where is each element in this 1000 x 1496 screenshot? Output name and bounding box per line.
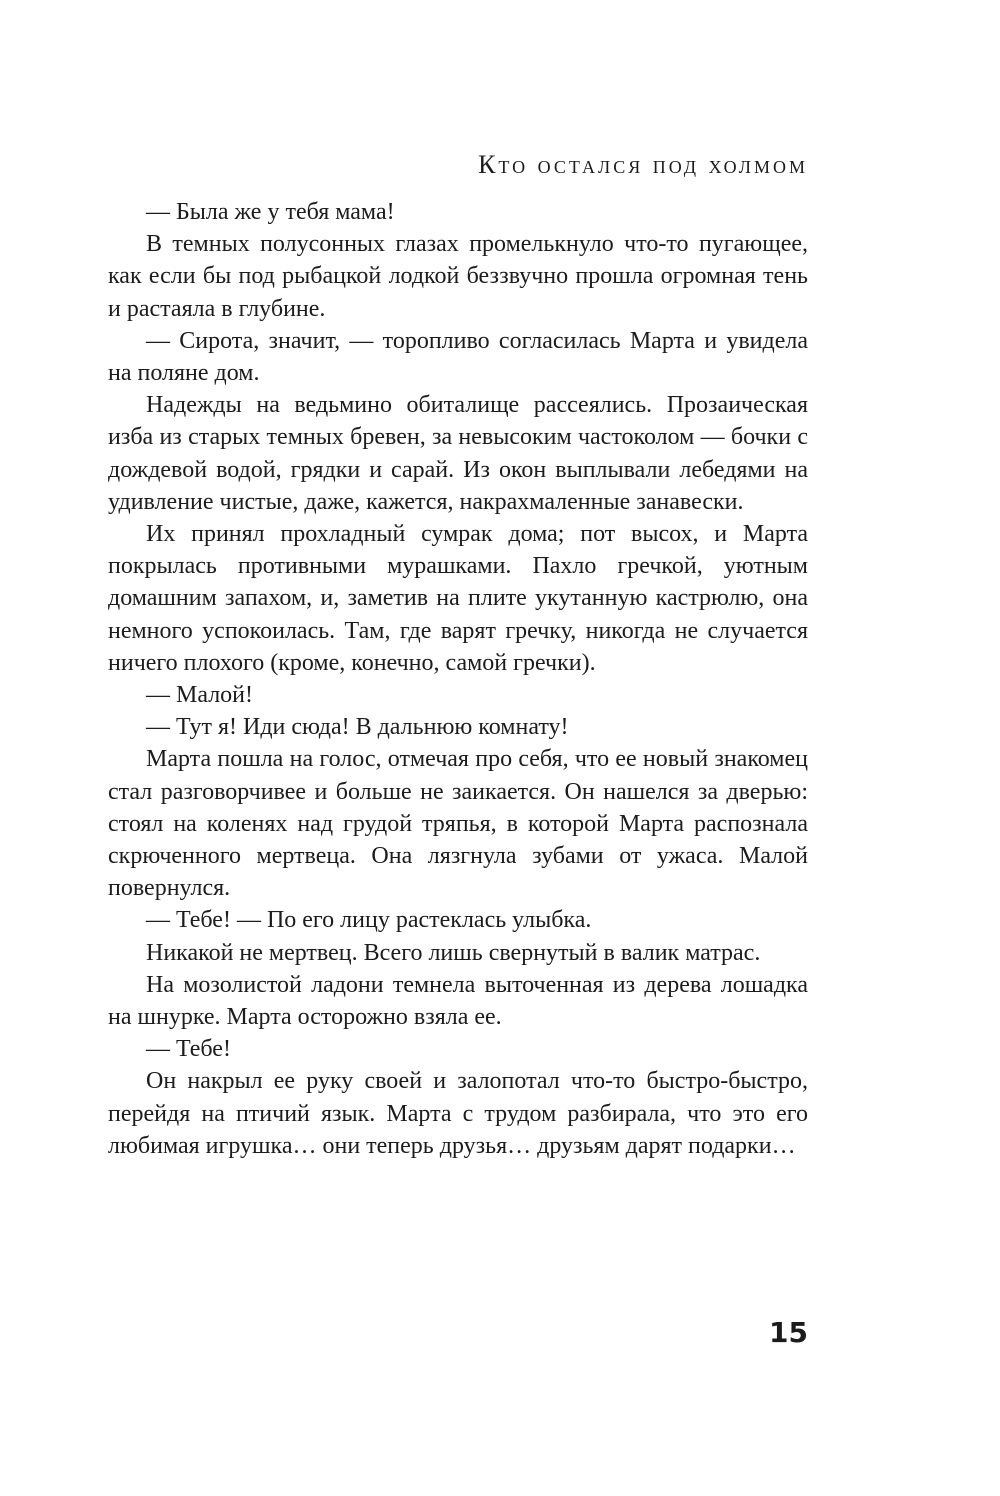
page-number: 15 <box>769 1316 808 1349</box>
paragraph: — Тебе! <box>146 1036 231 1063</box>
paragraph: — Тут я! Иди сюда! В дальнюю комнату! <box>146 714 569 741</box>
paragraph: — Малой! <box>146 682 254 709</box>
paragraph: — Тебе! — По его лицу растеклась улыбка. <box>146 907 592 934</box>
body-text <box>108 196 808 1162</box>
paragraph: — Сирота, значит, — торопливо согласилась Марта и увидела на поляне дом. <box>108 327 808 387</box>
paragraph: Их принял прохладный сумрак дома; пот высох, и Марта покрылась противными мурашками. Пахло гречкой, уютным домашним запахом, и, заметив на плите укутанную кастрюлю, она немного успокоилась. Там, где варят гречку, никогда не случается ничего плохого (кроме, конечно, самой гречки). <box>108 521 808 676</box>
paragraph: Марта пошла на голос, отмечая про себя, что ее новый знакомец стал разговорчивее и больше не заикается. Он нашелся за дверью: стоял на коленях над грудой тряпья, в которой Марта распознала скрюченного мертвеца. Она лязгнула зубами от ужаса. Малой повернулся. <box>108 746 808 902</box>
paragraph: Он накрыл ее руку своей и залопотал что-то быстро-быстро, перейдя на птичий язык. Марта с трудом разбирала, что это его любимая игрушка… они теперь друзья… друзьям дарят подарки… <box>108 1068 808 1159</box>
paragraph: Никакой не мертвец. Всего лишь свернутый в валик матрас. <box>146 939 761 966</box>
running-title: Кто остался под холмом <box>478 150 808 179</box>
paragraph: На мозолистой ладони темнела выточенная из дерева лошадка на шнурке. Марта осторожно взяла ее. <box>108 971 808 1031</box>
paragraph: — Была же у тебя мама! <box>146 199 395 225</box>
paragraph: В темных полусонных глазах промелькнуло что-то пугающее, как если бы под рыбацкой лодкой беззвучно прошла огромная тень и растаяла в глубине. <box>108 231 808 322</box>
paragraph: Надежды на ведьмино обиталище рассеялись. Прозаическая изба из старых темных бревен, за невысоким частоколом — бочки с дождевой водой, грядки и сарай. Из окон выплывали лебедями на удивление чистые, даже, кажется, накрахмаленные занавески. <box>108 392 808 515</box>
